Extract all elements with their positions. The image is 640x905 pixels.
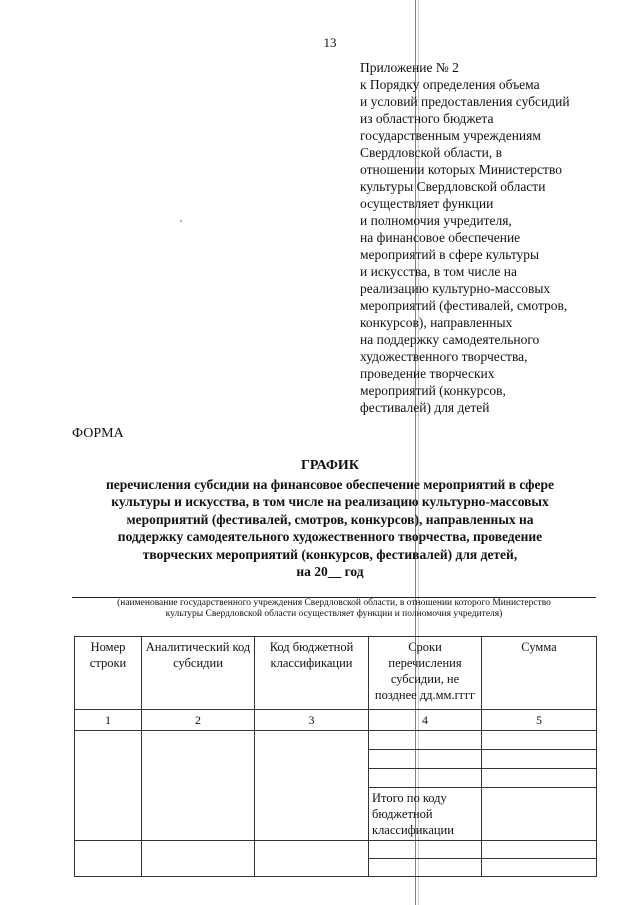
appendix-line: культуры Свердловской области — [360, 179, 546, 194]
total-amount-cell — [482, 788, 597, 841]
appendix-line: на поддержку самодеятельного — [360, 332, 540, 347]
table-cell — [255, 841, 369, 877]
heading-line: мероприятий (фестивалей, смотров, конкурсов), направленных на — [126, 511, 534, 527]
schedule-heading — [60, 457, 600, 581]
appendix-line: отношении которых Министерство — [360, 162, 562, 177]
header-transfer-deadline: Сроки перечисления субсидии, не позднее дд.мм.гггг — [369, 637, 482, 710]
header-row-number: Номер строки — [75, 637, 142, 710]
scan-speck — [180, 220, 182, 222]
column-number: 4 — [369, 710, 482, 731]
table-cell — [369, 859, 482, 877]
table-cell — [482, 769, 597, 788]
appendix-line: и условий предоставления субсидий — [360, 94, 570, 109]
institution-caption — [72, 598, 596, 620]
appendix-line: к Порядку определения объема — [360, 77, 540, 92]
appendix-line: мероприятий (фестивалей, смотров, — [360, 298, 568, 313]
appendix-line: и искусства, в том числе на — [360, 264, 517, 279]
table-cell — [369, 750, 482, 769]
heading-line: на 20__ год — [296, 564, 364, 579]
table-cell — [142, 731, 255, 841]
page-number: 13 — [323, 35, 337, 50]
column-number: 2 — [142, 710, 255, 731]
table-cell — [482, 841, 597, 859]
column-number: 5 — [482, 710, 597, 731]
appendix-line: реализацию культурно-массовых — [360, 281, 551, 296]
schedule-title: ГРАФИК — [301, 458, 359, 473]
header-amount: Сумма — [482, 637, 597, 710]
appendix-line: на финансовое обеспечение — [360, 230, 521, 245]
table-cell — [255, 731, 369, 841]
appendix-line: проведение творческих — [360, 366, 495, 381]
appendix-block — [360, 59, 640, 416]
header-analytic-code: Аналитический код субсидии — [142, 637, 255, 710]
schedule-table — [74, 636, 597, 877]
table-cell — [142, 841, 255, 877]
appendix-line: Приложение № 2 — [360, 60, 459, 75]
form-label: ФОРМА — [72, 426, 124, 441]
appendix-line: и полномочия учредителя, — [360, 213, 512, 228]
column-number: 3 — [255, 710, 369, 731]
table-row — [75, 841, 597, 859]
appendix-line: государственным учреждениям — [360, 128, 541, 143]
appendix-line: Свердловской области, в — [360, 145, 502, 160]
caption-line: культуры Свердловской области осуществляет функции и полномочия учредителя) — [165, 609, 503, 619]
table-row — [75, 731, 597, 750]
table-cell — [369, 769, 482, 788]
appendix-line: конкурсов), направленных — [360, 315, 513, 330]
column-number: 1 — [75, 710, 142, 731]
table-cell — [75, 731, 142, 841]
table-cell — [75, 841, 142, 877]
heading-line: перечисления субсидии на финансовое обеспечение мероприятий в сфере — [106, 476, 554, 492]
appendix-line: мероприятий (конкурсов, — [360, 383, 506, 398]
caption-line: (наименование государственного учреждения Свердловской области, в отношении которого Министерство — [117, 598, 551, 608]
table-cell — [369, 841, 482, 859]
appendix-line: художественного творчества, — [360, 349, 528, 364]
appendix-line: мероприятий в сфере культуры — [360, 247, 540, 262]
heading-line: творческих мероприятий (конкурсов, фестивалей) для детей, — [142, 546, 518, 562]
heading-line: культуры и искусства, в том числе на реализацию культурно-массовых — [111, 494, 549, 509]
table-header-row — [75, 637, 597, 710]
header-budget-code: Код бюджетной классификации — [255, 637, 369, 710]
appendix-line: фестивалей) для детей — [360, 400, 490, 415]
heading-line: поддержку самодеятельного художественного творчества, проведение — [117, 529, 543, 544]
appendix-line: осуществляет функции — [360, 196, 494, 211]
table-cell — [482, 750, 597, 769]
column-number-row — [75, 710, 597, 731]
table-cell — [482, 859, 597, 877]
appendix-line: из областного бюджета — [360, 111, 494, 126]
total-label: Итого по коду бюджетной классификации — [369, 788, 482, 841]
table-cell — [369, 731, 482, 750]
table-cell — [482, 731, 597, 750]
